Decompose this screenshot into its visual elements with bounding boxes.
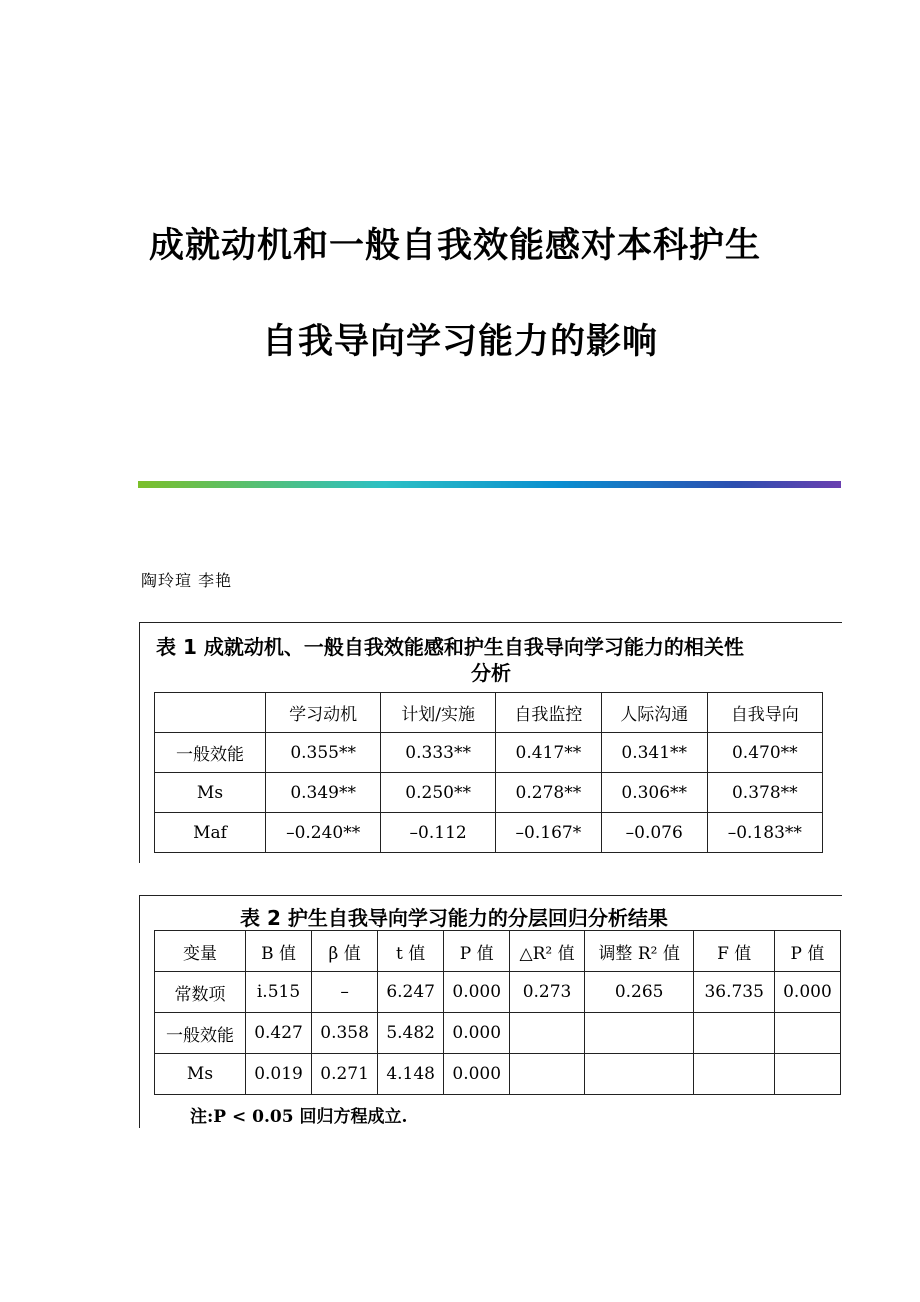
table-1-figure bbox=[139, 622, 842, 863]
table-cell: 0.000 bbox=[444, 1054, 510, 1095]
table-cell bbox=[584, 1054, 694, 1095]
table-cell: i.515 bbox=[246, 972, 312, 1013]
table-cell: 0.417** bbox=[495, 733, 601, 773]
header-cell: △R² 值 bbox=[510, 931, 585, 972]
correlation-table bbox=[154, 692, 823, 853]
row-label: 常数项 bbox=[155, 972, 246, 1013]
table-cell bbox=[774, 1054, 840, 1095]
table-2-caption: 表 2 护生自我导向学习能力的分层回归分析结果 bbox=[240, 906, 668, 930]
table-cell: 0.378** bbox=[707, 773, 822, 813]
header-cell: P 值 bbox=[444, 931, 510, 972]
row-label: 一般效能 bbox=[155, 733, 266, 773]
table-cell: 0.470** bbox=[707, 733, 822, 773]
table-cell bbox=[774, 1013, 840, 1054]
table-cell: 0.265 bbox=[584, 972, 694, 1013]
table-header-row bbox=[155, 931, 841, 972]
table-cell: 0.000 bbox=[774, 972, 840, 1013]
table-cell bbox=[510, 1054, 585, 1095]
table-cell: 0.333** bbox=[381, 733, 496, 773]
row-label: Maf bbox=[155, 813, 266, 853]
table-cell: –0.112 bbox=[381, 813, 496, 853]
header-cell: 自我导向 bbox=[707, 693, 822, 733]
table-row bbox=[155, 773, 823, 813]
table-2-note: 注:P < 0.05 回归方程成立. bbox=[190, 1107, 408, 1127]
table-cell: 0.355** bbox=[266, 733, 381, 773]
table-cell: –0.240** bbox=[266, 813, 381, 853]
table-cell: 0.427 bbox=[246, 1013, 312, 1054]
header-cell: 人际沟通 bbox=[601, 693, 707, 733]
table-row bbox=[155, 1054, 841, 1095]
header-cell: P 值 bbox=[774, 931, 840, 972]
table-cell bbox=[584, 1013, 694, 1054]
table-cell bbox=[694, 1013, 774, 1054]
table-1-caption: 表 1 成就动机、一般自我效能感和护生自我导向学习能力的相关性 bbox=[156, 635, 744, 659]
authors: 陶玲瑄 李艳 bbox=[141, 571, 233, 590]
table-cell bbox=[694, 1054, 774, 1095]
regression-table bbox=[154, 930, 841, 1095]
header-cell: F 值 bbox=[694, 931, 774, 972]
table-cell: 0.250** bbox=[381, 773, 496, 813]
table-cell: 0.358 bbox=[312, 1013, 378, 1054]
table-cell: 6.247 bbox=[378, 972, 444, 1013]
table-cell: 5.482 bbox=[378, 1013, 444, 1054]
table-cell: 4.148 bbox=[378, 1054, 444, 1095]
header-cell: B 值 bbox=[246, 931, 312, 972]
table-2-figure bbox=[139, 895, 842, 1128]
table-cell: 0.000 bbox=[444, 1013, 510, 1054]
table-cell: 0.341** bbox=[601, 733, 707, 773]
table-cell: 36.735 bbox=[694, 972, 774, 1013]
header-cell: β 值 bbox=[312, 931, 378, 972]
table-cell: 0.349** bbox=[266, 773, 381, 813]
header-cell: 变量 bbox=[155, 931, 246, 972]
row-label: Ms bbox=[155, 773, 266, 813]
table-cell: –0.167* bbox=[495, 813, 601, 853]
header-cell: t 值 bbox=[378, 931, 444, 972]
row-label: 一般效能 bbox=[155, 1013, 246, 1054]
table-cell bbox=[510, 1013, 585, 1054]
header-cell: 学习动机 bbox=[266, 693, 381, 733]
table-row bbox=[155, 813, 823, 853]
header-cell bbox=[155, 693, 266, 733]
gradient-divider bbox=[138, 481, 841, 488]
table-cell: –0.076 bbox=[601, 813, 707, 853]
table-cell: 0.019 bbox=[246, 1054, 312, 1095]
header-cell: 调整 R² 值 bbox=[584, 931, 694, 972]
table-cell: 0.000 bbox=[444, 972, 510, 1013]
table-1-caption-continued: 分析 bbox=[471, 661, 511, 685]
document-title-line-1: 成就动机和一般自我效能感对本科护生 bbox=[148, 226, 761, 266]
table-cell: 0.273 bbox=[510, 972, 585, 1013]
table-cell: –0.183** bbox=[707, 813, 822, 853]
document-title-line-2: 自我导向学习能力的影响 bbox=[261, 322, 658, 362]
table-cell: 0.306** bbox=[601, 773, 707, 813]
header-cell: 计划/实施 bbox=[381, 693, 496, 733]
table-row bbox=[155, 733, 823, 773]
table-row bbox=[155, 972, 841, 1013]
table-header-row bbox=[155, 693, 823, 733]
table-cell: 0.271 bbox=[312, 1054, 378, 1095]
table-row bbox=[155, 1013, 841, 1054]
table-cell: 0.278** bbox=[495, 773, 601, 813]
header-cell: 自我监控 bbox=[495, 693, 601, 733]
row-label: Ms bbox=[155, 1054, 246, 1095]
table-cell: – bbox=[312, 972, 378, 1013]
